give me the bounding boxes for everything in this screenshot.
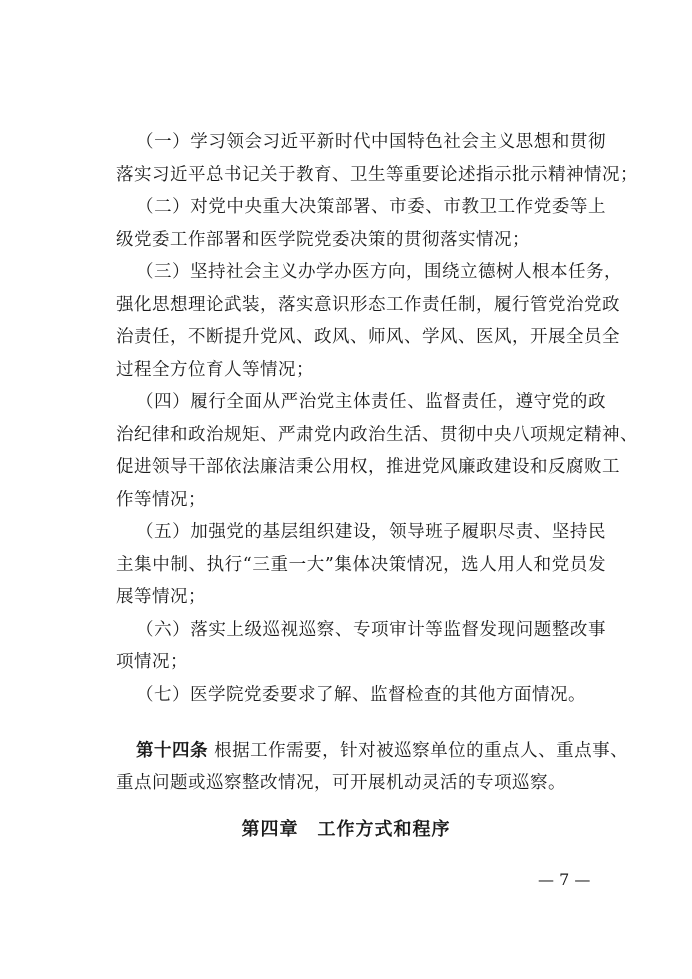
item-5-line: 主集中制、执行“三重一大”集体决策情况，选人用人和党员发 <box>116 554 606 575</box>
item-3-line: 强化思想理论武装，落实意识形态工作责任制，履行管党治党政 <box>116 294 620 315</box>
item-4-line: 作等情况； <box>116 489 206 510</box>
item-3-line: 治责任，不断提升党风、政风、师风、学风、医风，开展全员全 <box>116 327 620 347</box>
item-4-line: （四）履行全面从严治党主体责任、监督责任，遵守党的政 <box>136 392 606 412</box>
item-5-line: 展等情况； <box>116 587 206 607</box>
page-number: — 7 — <box>538 870 591 889</box>
item-3-line: （三）坚持社会主义办学办医方向，围绕立德树人根本任务， <box>136 262 622 282</box>
article-14-label: 第十四条 <box>136 741 208 761</box>
item-6-line: 项情况； <box>116 652 188 672</box>
chapter-title: 第四章 工作方式和程序 <box>241 819 451 840</box>
item-1-line: 落实习近平总书记关于教育、卫生等重要论述指示批示精神情况； <box>116 164 638 185</box>
item-1-line: （一）学习领会习近平新时代中国特色社会主义思想和贯彻 <box>136 132 606 152</box>
item-6-line: （六）落实上级巡视巡察、专项审计等监督发现问题整改事 <box>136 619 606 640</box>
article-14-text: 根据工作需要，针对被巡察单位的重点人、重点事、 <box>214 741 629 761</box>
item-4-line: 促进领导干部依法廉洁秉公用权，推进党风廉政建设和反腐败工 <box>116 457 620 477</box>
item-5-line: （五）加强党的基层组织建设，领导班子履职尽责、坚持民 <box>136 522 606 542</box>
article-14-line-2: 重点问题或巡察整改情况，可开展机动灵活的专项巡察。 <box>116 773 566 793</box>
item-2-line: 级党委工作部署和医学院党委决策的贯彻落实情况； <box>116 229 530 250</box>
item-2-line: （二）对党中央重大决策部署、市委、市教卫工作党委等上 <box>136 197 606 217</box>
item-3-line: 过程全方位育人等情况； <box>116 359 314 380</box>
item-7-line: （七）医学院党委要求了解、监督检查的其他方面情况。 <box>136 684 586 705</box>
item-4-line: 治纪律和政治规矩、严肃党内政治生活、贯彻中央八项规定精神、 <box>116 424 638 445</box>
article-14-line-1 <box>116 735 629 768</box>
document-body <box>116 126 638 711</box>
